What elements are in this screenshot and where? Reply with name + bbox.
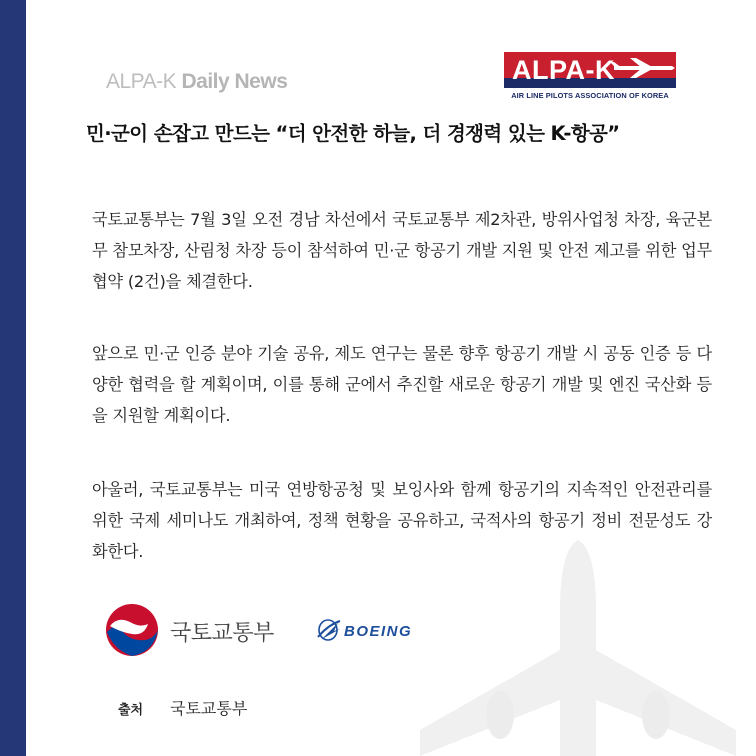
article-headline: 민·군이 손잡고 만드는 “더 안전한 하늘, 더 경쟁력 있는 K-항공”	[86, 122, 620, 145]
daily-news-title	[106, 70, 287, 94]
airplane-watermark-icon	[410, 540, 740, 756]
alpa-logo-subtitle: AIR LINE PILOTS ASSOCIATION OF KOREA	[511, 91, 669, 100]
alpa-logo-text: ALPA-K	[512, 55, 615, 85]
left-sidebar-stripe	[0, 0, 26, 756]
taeguk-emblem-icon	[104, 602, 160, 658]
alpa-k-logo	[504, 52, 676, 102]
article-paragraph-2: 앞으로 민·군 인증 분야 기술 공유, 제도 연구는 물론 향후 항공기 개발 시 공동 인증 등 다양한 협력을 할 계획이며, 이를 통해 군에서 추진할 새로운 항공기 개발 및 엔진 국산화 등을 지원할 계획이다.	[92, 344, 712, 425]
boeing-logo	[316, 617, 438, 643]
daily-news-bold: Daily News	[181, 70, 288, 93]
article-paragraph-3: 아울러, 국토교통부는 미국 연방항공청 및 보잉사와 함께 항공기의 지속적인 안전관리를 위한 국제 세미나도 개최하여, 정책 현황을 공유하고, 국적사의 항공기 정비 전문성도 강화한다.	[92, 480, 712, 561]
source-value: 국토교통부	[170, 699, 248, 718]
source-label: 출처	[118, 703, 144, 718]
daily-news-prefix: ALPA-K	[106, 70, 182, 93]
molit-logo-text: 국토교통부	[170, 621, 274, 646]
article-paragraph-1: 국토교통부는 7월 3일 오전 경남 차선에서 국토교통부 제2차관, 방위사업청 차장, 육군본무 참모차장, 산림청 차장 등이 참석하여 민·군 항공기 개발 지원 및 안전 제고를 위한 업무협약 (2건)을 체결한다.	[92, 210, 712, 291]
boeing-logo-text: BOEING	[344, 623, 413, 640]
